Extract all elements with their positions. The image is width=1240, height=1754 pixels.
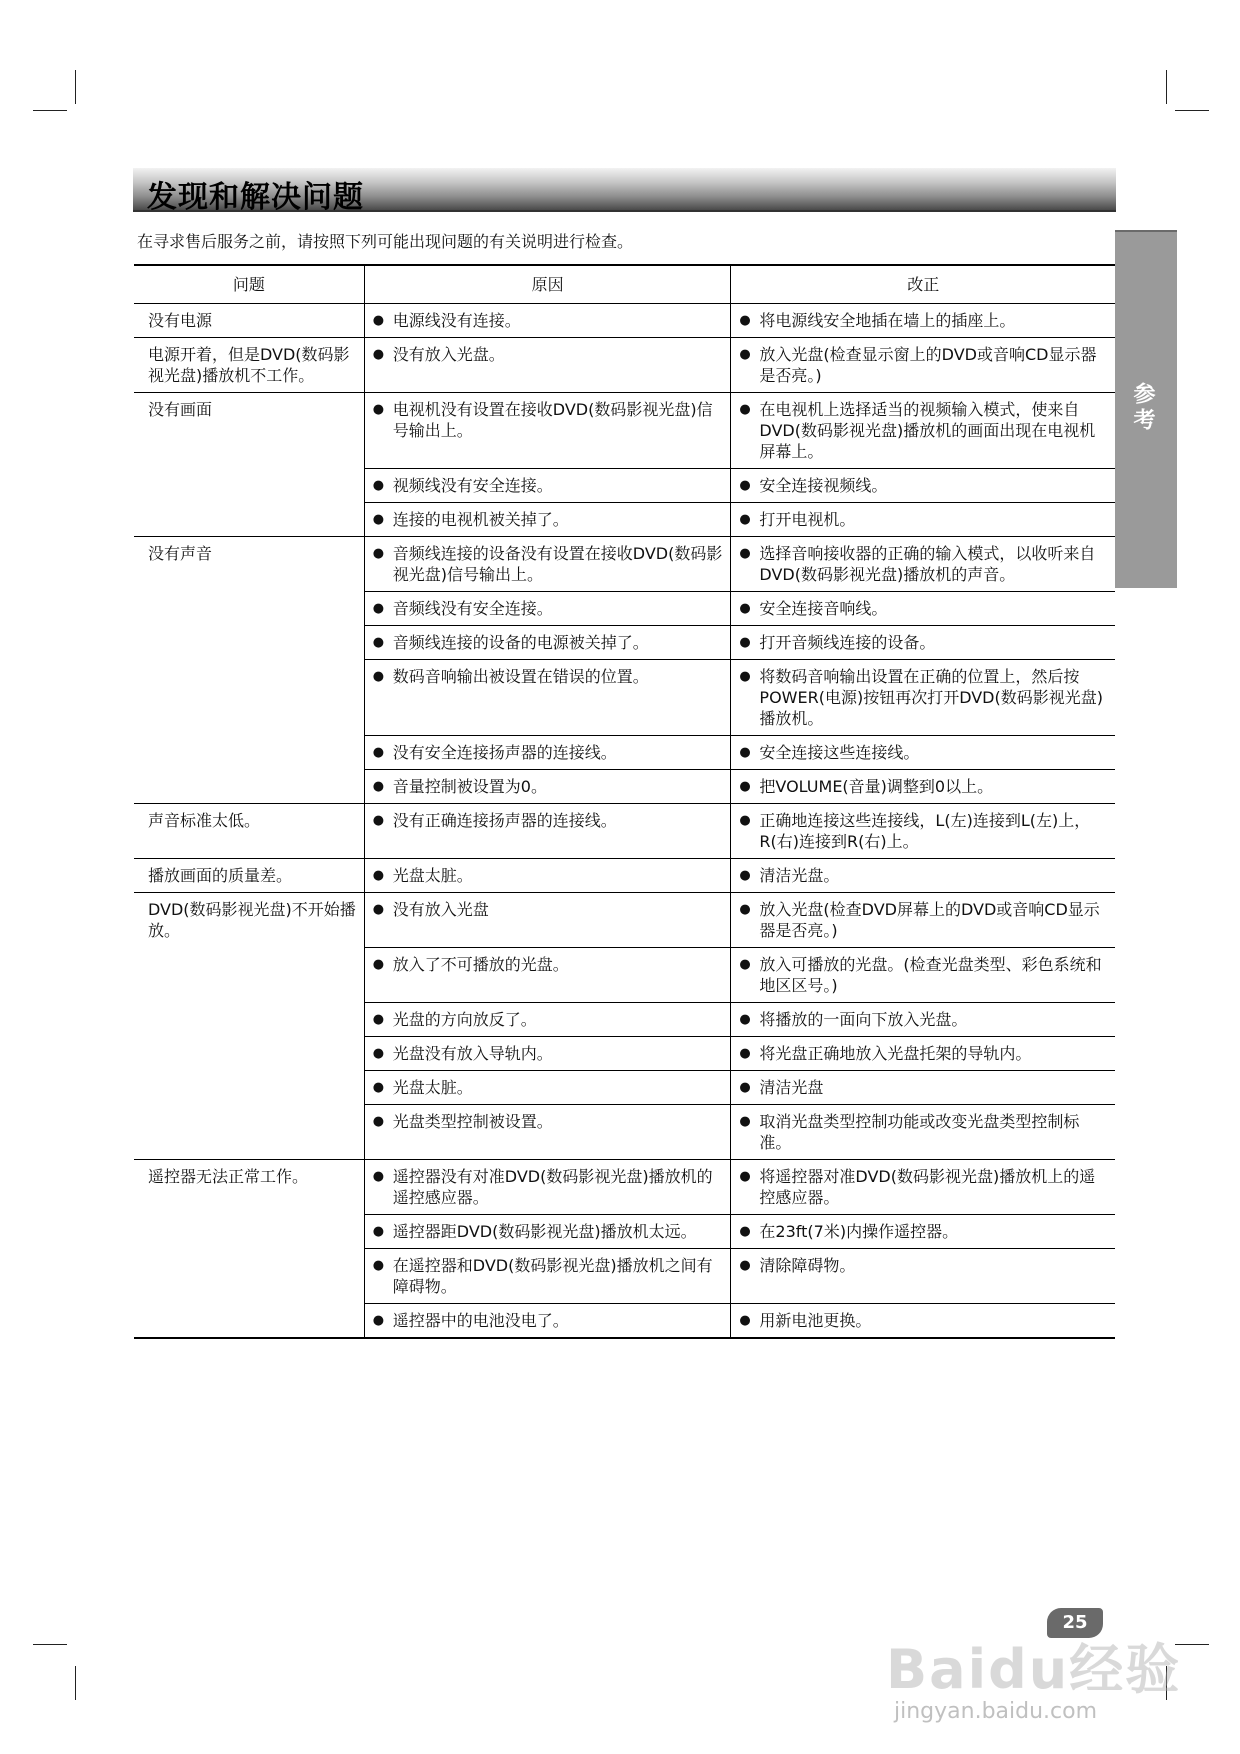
fix-text: ● 清洁光盘。 xyxy=(737,865,1109,886)
cause-text: ● 光盘太脏。 xyxy=(371,865,725,886)
table-row xyxy=(134,1071,1115,1105)
cell-problem xyxy=(134,948,364,1003)
cell-problem xyxy=(134,893,364,948)
table-row xyxy=(134,338,1115,393)
cell-fix xyxy=(731,859,1115,893)
table-row xyxy=(134,1249,1115,1304)
crop-mark xyxy=(33,1644,67,1645)
cell-cause xyxy=(364,1215,731,1249)
cause-text: ● 光盘的方向放反了。 xyxy=(371,1009,725,1030)
fix-text: ● 将电源线安全地插在墙上的插座上。 xyxy=(737,310,1109,331)
cell-problem xyxy=(134,1071,364,1105)
problem-text: 声音标准太低。 xyxy=(148,811,261,830)
cell-cause xyxy=(364,1071,731,1105)
cell-cause xyxy=(364,804,731,859)
table-header-row xyxy=(134,265,1115,304)
cell-problem xyxy=(134,736,364,770)
cell-fix xyxy=(731,1071,1115,1105)
cell-problem xyxy=(134,1160,364,1215)
cause-text: ● 遥控器中的电池没电了。 xyxy=(371,1310,725,1331)
table-row xyxy=(134,660,1115,736)
problem-text: 电源开着，但是DVD(数码影视光盘)播放机不工作。 xyxy=(148,345,350,385)
cell-problem xyxy=(134,393,364,469)
cell-fix xyxy=(731,503,1115,537)
cell-cause xyxy=(364,770,731,804)
fix-text: ● 打开音频线连接的设备。 xyxy=(737,632,1109,653)
cell-fix xyxy=(731,592,1115,626)
cell-problem xyxy=(134,1105,364,1160)
cause-text: ● 连接的电视机被关掉了。 xyxy=(371,509,725,530)
crop-mark xyxy=(75,1666,76,1700)
table-body xyxy=(134,304,1115,1339)
problem-text: 没有电源 xyxy=(148,311,213,330)
cell-fix xyxy=(731,736,1115,770)
cell-cause xyxy=(364,1037,731,1071)
fix-text: ● 清洁光盘 xyxy=(737,1077,1109,1098)
fix-text: ● 安全连接音响线。 xyxy=(737,598,1109,619)
header-cause: 原因 xyxy=(364,265,731,304)
cause-text: ● 音频线没有安全连接。 xyxy=(371,598,725,619)
side-tab xyxy=(1115,230,1177,588)
table-row xyxy=(134,1003,1115,1037)
cell-problem xyxy=(134,1003,364,1037)
cause-text: ● 光盘类型控制被设置。 xyxy=(371,1111,725,1132)
section-title-bar xyxy=(133,168,1116,215)
cause-text: ● 光盘没有放入导轨内。 xyxy=(371,1043,725,1064)
cell-cause xyxy=(364,537,731,592)
cell-cause xyxy=(364,469,731,503)
cause-text: ● 光盘太脏。 xyxy=(371,1077,725,1098)
cell-fix xyxy=(731,804,1115,859)
cause-text: ● 电源线没有连接。 xyxy=(371,310,725,331)
cell-cause xyxy=(364,1249,731,1304)
cell-problem xyxy=(134,804,364,859)
cell-problem xyxy=(134,1215,364,1249)
cause-text: ● 在遥控器和DVD(数码影视光盘)播放机之间有障碍物。 xyxy=(371,1255,725,1297)
cause-text: ● 视频线没有安全连接。 xyxy=(371,475,725,496)
cell-problem xyxy=(134,660,364,736)
fix-text: ● 将数码音响输出设置在正确的位置上，然后按POWER(电源)按钮再次打开DVD(数码影视光盘)播放机。 xyxy=(737,666,1109,729)
table-row xyxy=(134,592,1115,626)
cause-text: ● 放入了不可播放的光盘。 xyxy=(371,954,725,975)
table-row xyxy=(134,1215,1115,1249)
cell-cause xyxy=(364,1304,731,1339)
cell-fix xyxy=(731,626,1115,660)
cell-cause xyxy=(364,1105,731,1160)
crop-mark xyxy=(75,70,76,104)
cell-cause xyxy=(364,503,731,537)
crop-mark xyxy=(1166,70,1167,104)
table-row xyxy=(134,626,1115,660)
fix-text: ● 将遥控器对准DVD(数码影视光盘)播放机上的遥控感应器。 xyxy=(737,1166,1109,1208)
cell-fix xyxy=(731,893,1115,948)
fix-text: ● 正确地连接这些连接线，L(左)连接到L(左)上，R(右)连接到R(右)上。 xyxy=(737,810,1109,852)
cause-text: ● 音频线连接的设备没有设置在接收DVD(数码影视光盘)信号输出上。 xyxy=(371,543,725,585)
table-row xyxy=(134,537,1115,592)
cell-problem xyxy=(134,338,364,393)
cell-fix xyxy=(731,393,1115,469)
cell-cause xyxy=(364,893,731,948)
table-row xyxy=(134,1037,1115,1071)
problem-text: 遥控器无法正常工作。 xyxy=(148,1167,309,1186)
cause-text: ● 电视机没有设置在接收DVD(数码影视光盘)信号输出上。 xyxy=(371,399,725,441)
table-row xyxy=(134,893,1115,948)
fix-text: ● 在电视机上选择适当的视频输入模式，使来自DVD(数码影视光盘)播放机的画面出现在电视机屏幕上。 xyxy=(737,399,1109,462)
cell-cause xyxy=(364,626,731,660)
cause-text: ● 没有安全连接扬声器的连接线。 xyxy=(371,742,725,763)
fix-text: ● 选择音响接收器的正确的输入模式，以收听来自DVD(数码影视光盘)播放机的声音。 xyxy=(737,543,1109,585)
cell-cause xyxy=(364,948,731,1003)
cell-problem xyxy=(134,770,364,804)
cell-problem xyxy=(134,304,364,338)
cell-cause xyxy=(364,304,731,338)
header-problem: 问题 xyxy=(134,265,364,304)
cell-fix xyxy=(731,1215,1115,1249)
fix-text: ● 把VOLUME(音量)调整到0以上。 xyxy=(737,776,1109,797)
cell-fix xyxy=(731,469,1115,503)
cell-fix xyxy=(731,1160,1115,1215)
cell-fix xyxy=(731,537,1115,592)
fix-text: ● 放入光盘(检查DVD屏幕上的DVD或音响CD显示器是否亮。) xyxy=(737,899,1109,941)
fix-text: ● 在23ft(7米)内操作遥控器。 xyxy=(737,1221,1109,1242)
cell-problem xyxy=(134,1249,364,1304)
table-row xyxy=(134,859,1115,893)
fix-text: ● 放入光盘(检查显示窗上的DVD或音响CD显示器是否亮。) xyxy=(737,344,1109,386)
cell-fix xyxy=(731,1037,1115,1071)
cell-cause xyxy=(364,736,731,770)
table-row xyxy=(134,804,1115,859)
cell-problem xyxy=(134,1037,364,1071)
table-row xyxy=(134,304,1115,338)
table-row xyxy=(134,393,1115,469)
table-row xyxy=(134,469,1115,503)
fix-text: ● 用新电池更换。 xyxy=(737,1310,1109,1331)
table-row xyxy=(134,1105,1115,1160)
problem-text: 没有声音 xyxy=(148,544,213,563)
cell-fix xyxy=(731,948,1115,1003)
watermark-url: jingyan.baidu.com xyxy=(894,1699,1098,1724)
fix-text: ● 打开电视机。 xyxy=(737,509,1109,530)
cause-text: ● 没有正确连接扬声器的连接线。 xyxy=(371,810,725,831)
cell-cause xyxy=(364,1160,731,1215)
cell-cause xyxy=(364,1003,731,1037)
table-row xyxy=(134,770,1115,804)
cell-cause xyxy=(364,859,731,893)
cause-text: ● 遥控器没有对准DVD(数码影视光盘)播放机的遥控感应器。 xyxy=(371,1166,725,1208)
problem-text: 播放画面的质量差。 xyxy=(148,866,293,885)
header-fix: 改正 xyxy=(731,265,1115,304)
cause-text: ● 音频线连接的设备的电源被关掉了。 xyxy=(371,632,725,653)
cell-fix xyxy=(731,304,1115,338)
fix-text: ● 将光盘正确地放入光盘托架的导轨内。 xyxy=(737,1043,1109,1064)
fix-text: ● 安全连接这些连接线。 xyxy=(737,742,1109,763)
cell-problem xyxy=(134,626,364,660)
cause-text: ● 遥控器距DVD(数码影视光盘)播放机太远。 xyxy=(371,1221,725,1242)
cell-problem xyxy=(134,592,364,626)
fix-text: ● 放入可播放的光盘。(检查光盘类型、彩色系统和地区区号。) xyxy=(737,954,1109,996)
cell-problem xyxy=(134,469,364,503)
cell-fix xyxy=(731,338,1115,393)
table-row xyxy=(134,1160,1115,1215)
problem-text: 没有画面 xyxy=(148,400,213,419)
cell-cause xyxy=(364,338,731,393)
cell-problem xyxy=(134,859,364,893)
watermark: Baidu经验 xyxy=(886,1638,1182,1701)
cell-cause xyxy=(364,660,731,736)
cell-fix xyxy=(731,770,1115,804)
cell-cause xyxy=(364,592,731,626)
fix-text: ● 安全连接视频线。 xyxy=(737,475,1109,496)
cell-fix xyxy=(731,1304,1115,1339)
cell-problem xyxy=(134,503,364,537)
cause-text: ● 没有放入光盘。 xyxy=(371,344,725,365)
cell-fix xyxy=(731,1249,1115,1304)
cell-cause xyxy=(364,393,731,469)
crop-mark xyxy=(1175,110,1209,111)
problem-text: DVD(数码影视光盘)不开始播放。 xyxy=(148,900,356,940)
cell-problem xyxy=(134,1304,364,1339)
side-tab-label: 参考 xyxy=(1130,382,1155,434)
cell-fix xyxy=(731,660,1115,736)
intro-text: 在寻求售后服务之前，请按照下列可能出现问题的有关说明进行检查。 xyxy=(137,232,634,251)
cause-text: ● 音量控制被设置为0。 xyxy=(371,776,725,797)
cell-fix xyxy=(731,1003,1115,1037)
fix-text: ● 取消光盘类型控制功能或改变光盘类型控制标准。 xyxy=(737,1111,1109,1153)
fix-text: ● 清除障碍物。 xyxy=(737,1255,1109,1276)
page-number: 25 xyxy=(1047,1608,1103,1638)
crop-mark xyxy=(33,110,67,111)
table-row xyxy=(134,503,1115,537)
cell-fix xyxy=(731,1105,1115,1160)
fix-text: ● 将播放的一面向下放入光盘。 xyxy=(737,1009,1109,1030)
cause-text: ● 数码音响输出被设置在错误的位置。 xyxy=(371,666,725,687)
table-row xyxy=(134,948,1115,1003)
table-row xyxy=(134,1304,1115,1339)
table-row xyxy=(134,736,1115,770)
cell-problem xyxy=(134,537,364,592)
troubleshooting-table xyxy=(134,264,1115,1339)
cause-text: ● 没有放入光盘 xyxy=(371,899,725,920)
page-title: 发现和解决问题 xyxy=(147,180,364,215)
